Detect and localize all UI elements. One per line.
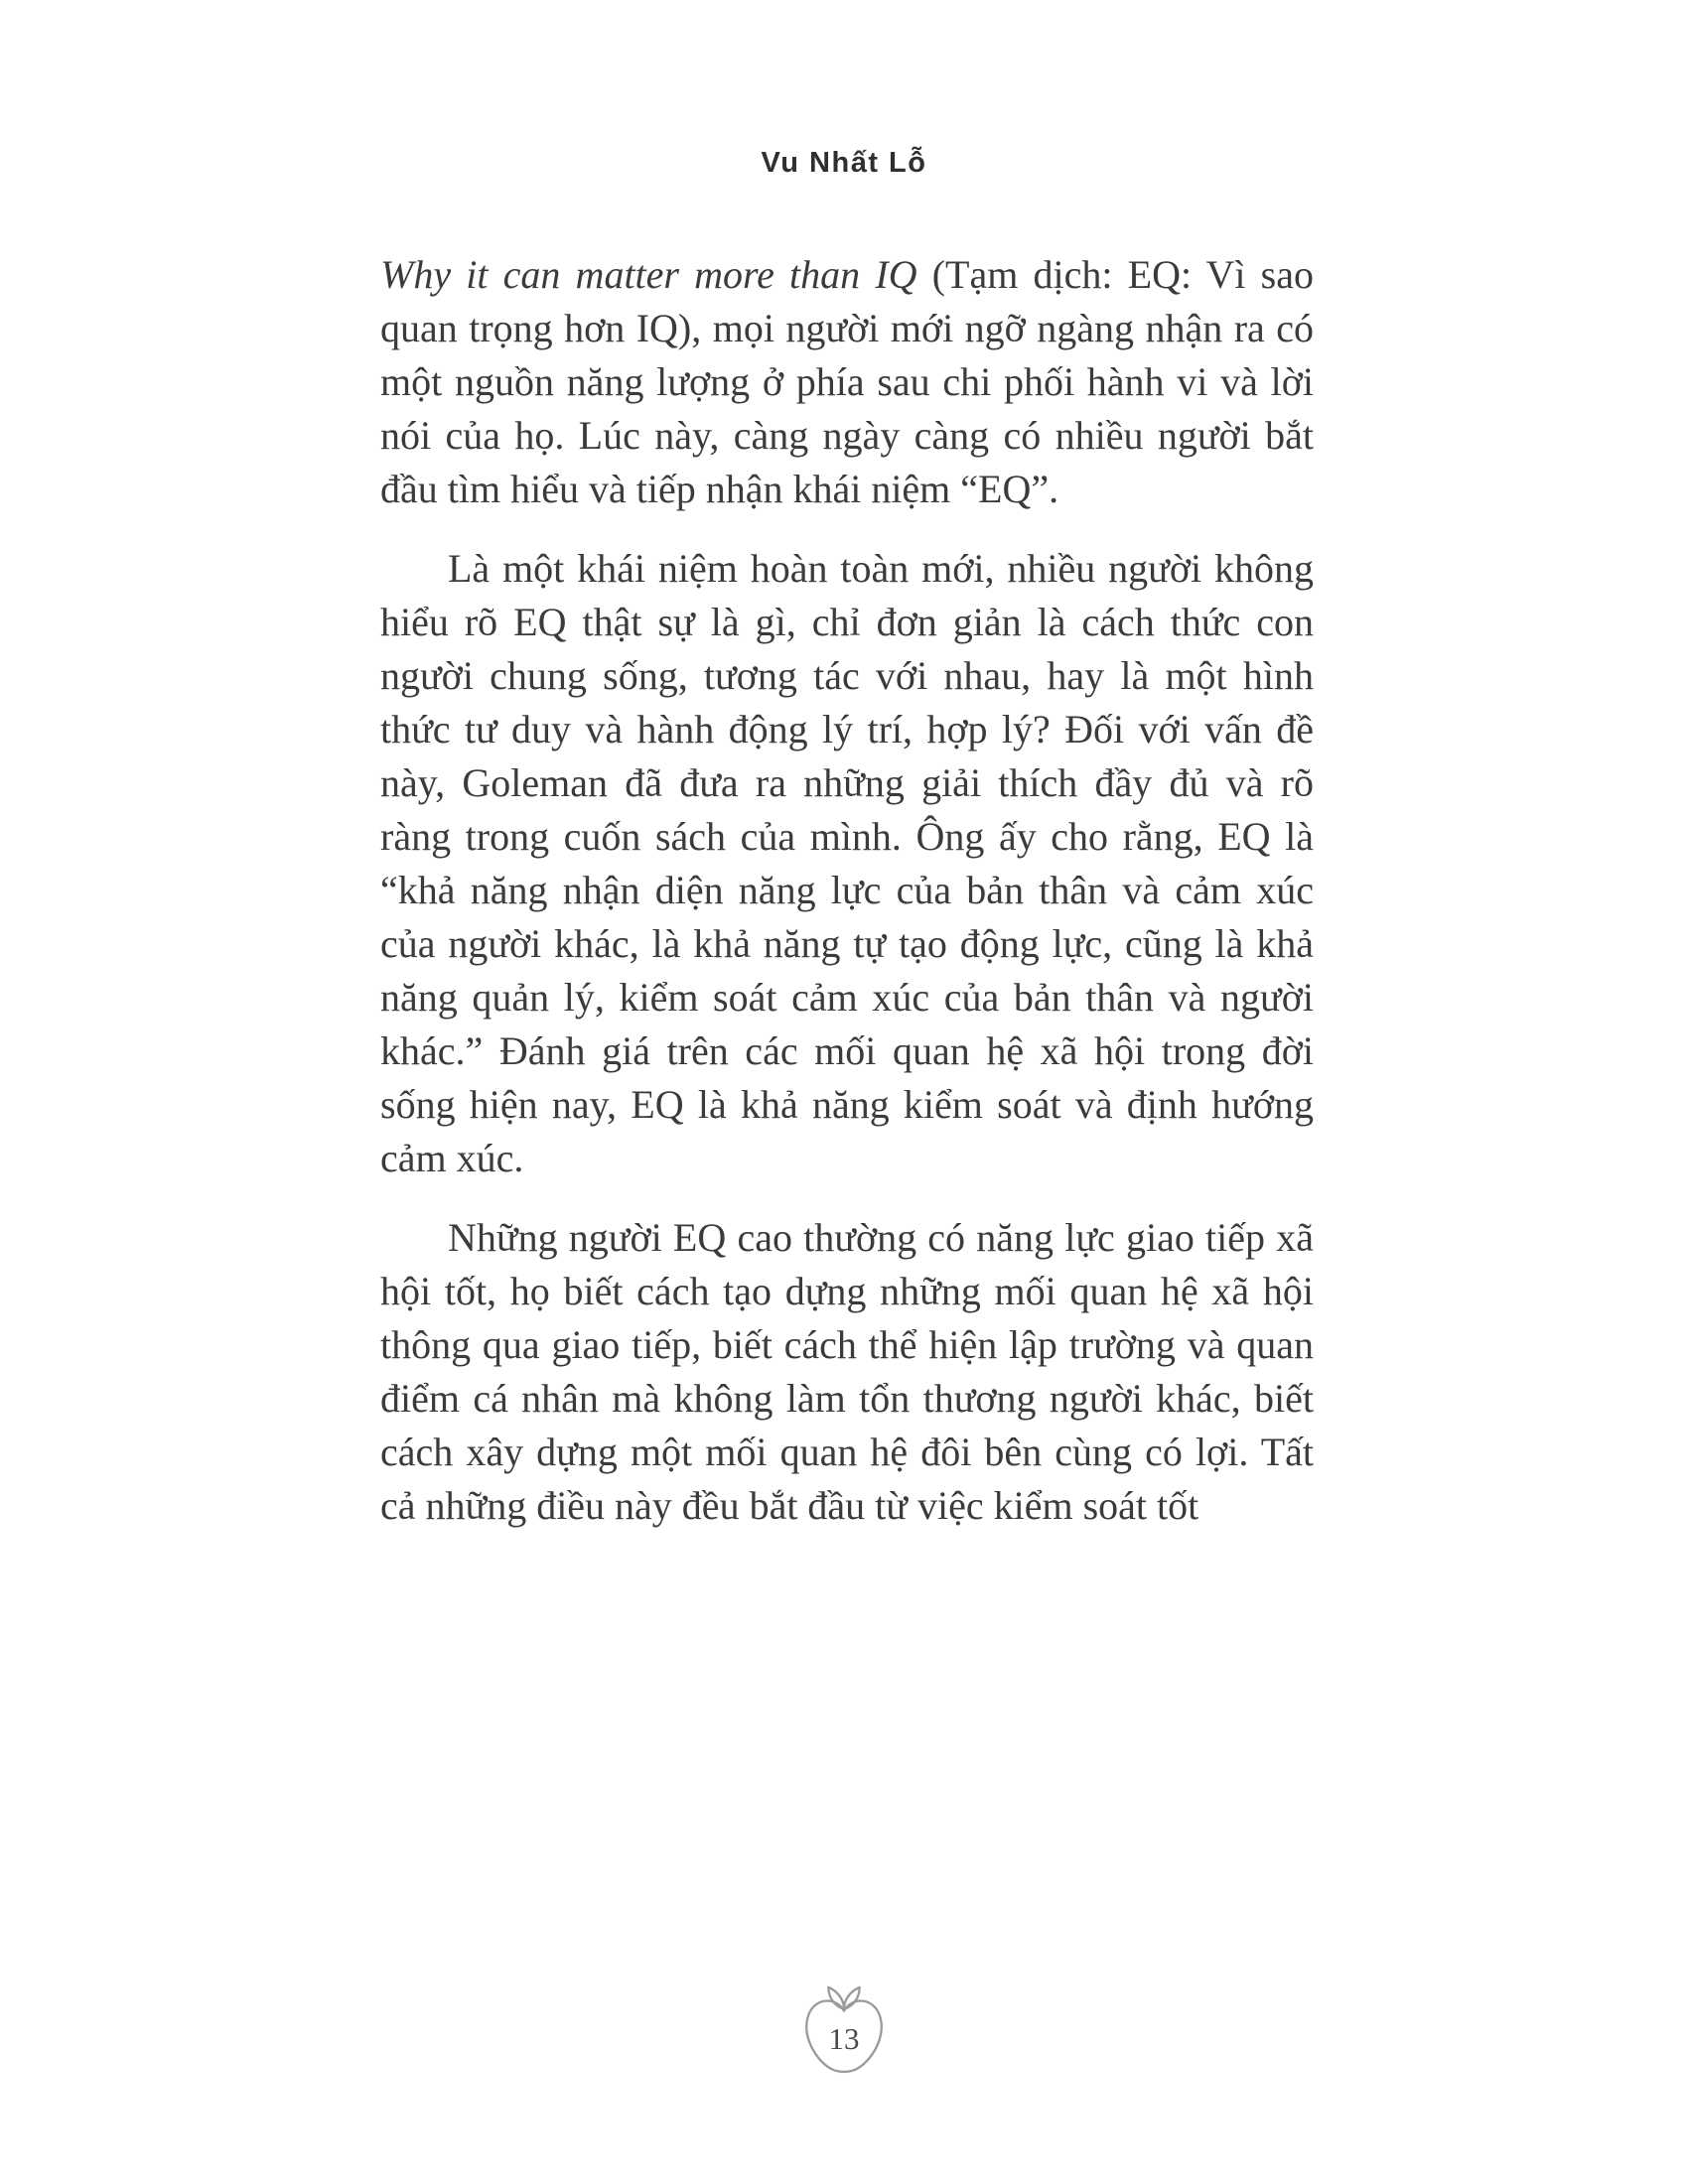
- page-footer: [0, 1981, 1688, 2081]
- body-text: [380, 248, 1314, 1559]
- paragraph: Là một khái niệm hoàn toàn mới, nhiều người không hiểu rõ EQ thật sự là gì, chỉ đơn giản là cách thức con người chung sống, tương tác với nhau, hay là một hình thức tư duy và hành động lý trí, hợp lý? Đối với vấn đề này, Goleman đã đưa ra những giải thích đầy đủ và rõ ràng trong cuốn sách của mình. Ông ấy cho rằng, EQ là “khả năng nhận diện năng lực của bản thân và cảm xúc của người khác, là khả năng tự tạo động lực, cũng là khả năng quản lý, kiểm soát cảm xúc của bản thân và người khác.” Đánh giá trên các mối quan hệ xã hội trong đời sống hiện nay, EQ là khả năng kiểm soát và định hướng cảm xúc.: [380, 546, 1314, 1180]
- apple-page-number-ornament: [798, 1981, 890, 2081]
- paragraph: [380, 248, 1314, 516]
- paragraph: Những người EQ cao thường có năng lực giao tiếp xã hội tốt, họ biết cách tạo dựng những mối quan hệ xã hội thông qua giao tiếp, biết cách thể hiện lập trường và quan điểm cá nhân mà không làm tổn thương người khác, biết cách xây dựng một mối quan hệ đôi bên cùng có lợi. Tất cả những điều này đều bắt đầu từ việc kiểm soát tốt: [380, 1215, 1314, 1528]
- paragraph-text: (Tạm dịch: EQ: Vì sao quan trọng hơn IQ), mọi người mới ngỡ ngàng nhận ra có một nguồn năng lượng ở phía sau chi phối hành vi và lời nói của họ. Lúc này, càng ngày càng có nhiều người bắt đầu tìm hiểu và tiếp nhận khái niệm “EQ”.: [380, 252, 1314, 511]
- running-header: Vu Nhất Lỗ: [761, 147, 927, 179]
- paragraph-lead-italic: Why it can matter more than IQ: [380, 252, 917, 297]
- page-number: 13: [828, 2021, 860, 2056]
